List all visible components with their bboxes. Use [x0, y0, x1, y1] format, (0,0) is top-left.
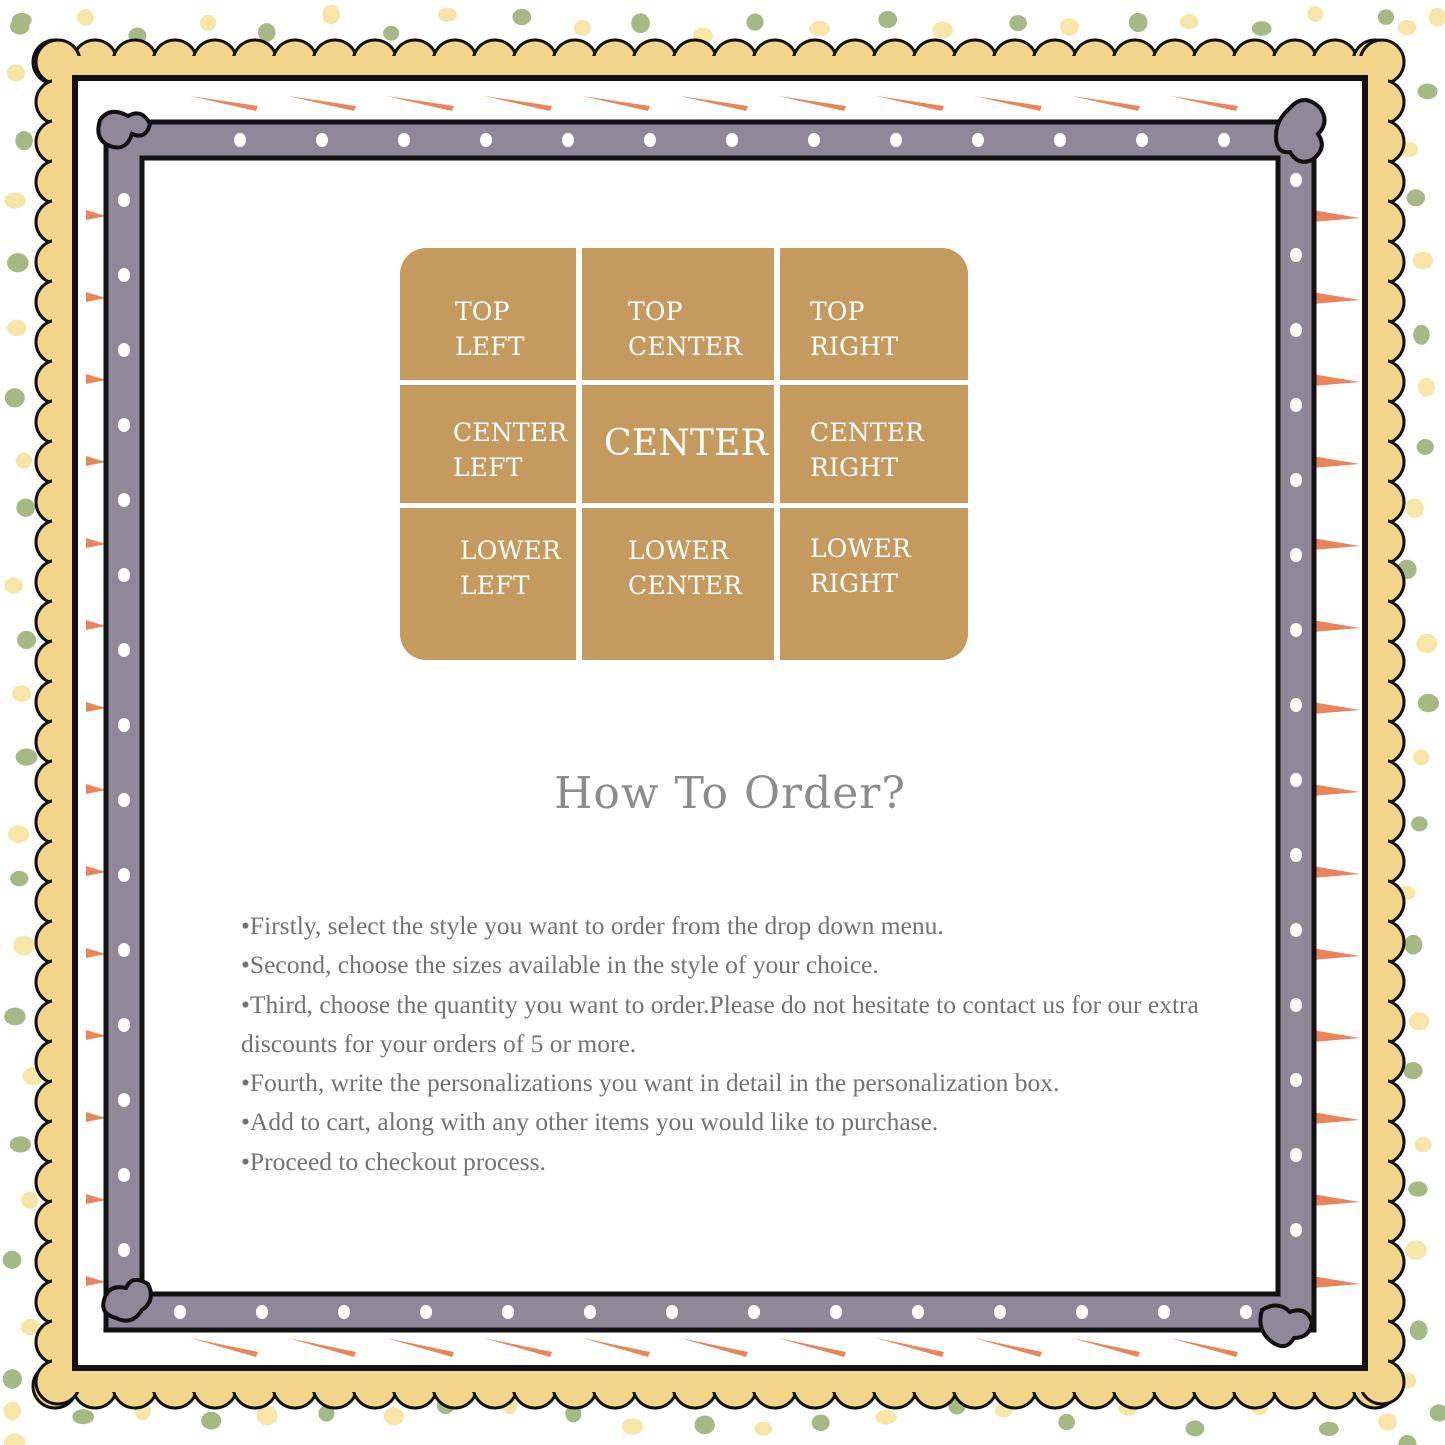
confetti-dot	[1418, 378, 1435, 397]
confetti-dot	[875, 1410, 896, 1425]
confetti-dot	[1060, 18, 1079, 35]
placement-grid	[400, 248, 968, 660]
band-dot	[1240, 1305, 1252, 1319]
band-dot	[1290, 173, 1302, 187]
band-dot	[1290, 1073, 1302, 1087]
confetti-dot	[622, 1418, 643, 1434]
confetti-dot	[1378, 9, 1394, 25]
cell-line: LEFT	[455, 332, 525, 361]
band-dot	[562, 133, 574, 147]
confetti-dot	[809, 21, 830, 36]
confetti-dot	[1417, 439, 1434, 455]
confetti-dot	[12, 13, 32, 27]
confetti-dot	[1429, 8, 1445, 27]
cell-center-right	[810, 415, 924, 485]
order-step: •Proceed to checkout process.	[241, 1146, 546, 1176]
band-dot	[1290, 923, 1302, 937]
cell-lower-center	[628, 533, 742, 603]
cell-line: CENTER	[628, 332, 743, 361]
band-dot	[1054, 133, 1066, 147]
cell-line: CENTER	[810, 418, 925, 447]
confetti-dot	[1430, 1404, 1445, 1421]
confetti-dot	[631, 13, 650, 33]
confetti-dot	[1413, 325, 1430, 345]
band-dot	[1290, 998, 1302, 1012]
confetti-dot	[21, 1192, 38, 1209]
band-dot	[420, 1305, 432, 1319]
band-dot	[118, 1093, 130, 1107]
band-dot	[1290, 848, 1302, 862]
confetti-dot	[694, 1416, 715, 1435]
confetti-dot	[1411, 816, 1428, 831]
band-dot	[1136, 133, 1148, 147]
band-dot	[890, 133, 902, 147]
confetti-dot	[4, 193, 26, 209]
confetti-dot	[384, 1407, 404, 1425]
band-dot	[118, 1243, 130, 1257]
confetti-dot	[200, 15, 216, 31]
confetti-dot	[3, 1402, 21, 1421]
band-dot	[830, 1305, 842, 1319]
confetti-dot	[1398, 1435, 1416, 1445]
confetti-dot	[1409, 1012, 1430, 1030]
order-step: •Add to cart, along with any other items you would like to purchase.	[241, 1107, 939, 1137]
band-dot	[118, 793, 130, 807]
grid-divider	[400, 380, 968, 385]
confetti-dot	[932, 22, 952, 39]
band-dot	[1290, 323, 1302, 337]
confetti-dot	[512, 9, 531, 25]
band-dot	[748, 1305, 760, 1319]
band-dot	[234, 133, 246, 147]
band-dot	[118, 643, 130, 657]
confetti-dot	[1378, 1413, 1397, 1430]
confetti-dot	[1404, 935, 1422, 955]
band-dot	[1290, 398, 1302, 412]
cell-lower-left	[460, 533, 561, 603]
order-step: •Third, choose the quantity you want to order.Please do not hesitate to contact us for our extra discounts for your orders of 5 or more.	[241, 989, 1199, 1058]
confetti-dot	[1413, 252, 1433, 270]
band-dot	[480, 133, 492, 147]
band-dot	[912, 1305, 924, 1319]
confetti-dot	[322, 5, 340, 25]
cell-line: RIGHT	[810, 332, 899, 361]
confetti-dot	[1418, 84, 1438, 100]
band-dot	[1158, 1305, 1170, 1319]
confetti-dot	[1185, 1421, 1204, 1437]
band-dot	[118, 493, 130, 507]
band-dot	[338, 1305, 350, 1319]
cell-line: LEFT	[453, 453, 523, 482]
band-dot	[256, 1305, 268, 1319]
band-dot	[1290, 1148, 1302, 1162]
cell-line: CENTER	[628, 571, 743, 600]
band-dot	[118, 718, 130, 732]
band-dot	[1290, 698, 1302, 712]
confetti-dot	[16, 499, 35, 517]
confetti-dot	[1129, 13, 1148, 32]
confetti-dot	[77, 9, 94, 26]
band-dot	[1290, 623, 1302, 637]
band-dot	[1290, 1223, 1302, 1237]
cell-top-center	[628, 294, 742, 364]
band-dot	[118, 343, 130, 357]
cell-line: TOP	[455, 297, 510, 326]
band-dot	[1076, 1305, 1088, 1319]
confetti-dot	[1408, 1181, 1427, 1196]
order-step: •Fourth, write the personalizations you want in detail in the personalization box.	[241, 1068, 1060, 1098]
band-dot	[174, 1305, 186, 1319]
cell-line: RIGHT	[810, 569, 899, 598]
confetti-dot	[1180, 14, 1199, 29]
grid-divider	[576, 248, 582, 660]
confetti-dot	[17, 631, 36, 649]
band-dot	[118, 1018, 130, 1032]
confetti-dot	[8, 825, 29, 842]
band-dot	[118, 943, 130, 957]
band-dot	[644, 133, 656, 147]
band-dot	[118, 268, 130, 282]
confetti-dot	[5, 388, 25, 407]
cell-lower-right	[810, 531, 911, 601]
band-dot	[994, 1305, 1006, 1319]
confetti-dot	[4, 577, 23, 593]
confetti-dot	[1319, 1422, 1339, 1436]
band-dot	[118, 418, 130, 432]
confetti-dot	[201, 1412, 221, 1430]
confetti-dot	[1009, 15, 1027, 31]
confetti-dot	[1405, 1240, 1427, 1259]
confetti-dot	[15, 131, 32, 150]
confetti-dot	[7, 253, 29, 272]
grid-divider	[400, 503, 968, 508]
confetti-dot	[7, 64, 26, 81]
band-dot	[502, 1305, 514, 1319]
cell-top-left	[455, 294, 525, 364]
band-dot	[1290, 773, 1302, 787]
cell-line: TOP	[810, 297, 865, 326]
confetti-dot	[12, 685, 31, 702]
confetti-dot	[383, 26, 399, 41]
cell-line: LEFT	[460, 571, 530, 600]
confetti-dot	[438, 8, 457, 22]
order-step: •Second, choose the sizes available in the style of your choice.	[241, 950, 879, 980]
confetti-dot	[16, 749, 38, 766]
band-dot	[584, 1305, 596, 1319]
confetti-dot	[574, 20, 591, 36]
confetti-dot	[812, 1415, 830, 1432]
cell-line: LOWER	[628, 536, 729, 565]
confetti-dot	[746, 14, 763, 31]
confetti-dot	[1058, 1414, 1075, 1430]
band-dot	[1218, 133, 1230, 147]
confetti-dot	[1414, 1137, 1431, 1152]
confetti-dot	[4, 1008, 26, 1026]
band-dot	[316, 133, 328, 147]
confetti-dot	[1406, 498, 1424, 518]
confetti-dot	[10, 871, 28, 886]
cell-center	[604, 424, 768, 464]
band-dot	[972, 133, 984, 147]
confetti-dot	[1252, 21, 1272, 36]
order-step: •Firstly, select the style you want to order from the drop down menu.	[241, 911, 944, 940]
band-dot	[808, 133, 820, 147]
grid-divider	[774, 248, 780, 660]
confetti-dot	[1397, 20, 1416, 35]
cell-line: LOWER	[460, 536, 561, 565]
cell-line: TOP	[628, 297, 683, 326]
confetti-dot	[1410, 1320, 1428, 1340]
confetti-dot	[1416, 634, 1437, 653]
confetti-dot	[1418, 694, 1439, 712]
confetti-dot	[3, 1369, 22, 1389]
band-dot	[726, 133, 738, 147]
confetti-dot	[4, 1434, 25, 1445]
confetti-dot	[754, 1422, 772, 1436]
page-title: How To Order?	[554, 768, 906, 819]
band-dot	[1290, 548, 1302, 562]
confetti-dot	[16, 453, 32, 469]
confetti-dot	[13, 936, 34, 956]
order-steps	[241, 906, 1276, 1181]
cell-line: LOWER	[810, 534, 911, 563]
cell-line: CENTER	[604, 423, 768, 464]
band-dot	[118, 1168, 130, 1182]
confetti-dot	[1403, 1062, 1422, 1079]
band-dot	[1290, 248, 1302, 262]
cell-line: CENTER	[453, 418, 568, 447]
band-dot	[118, 868, 130, 882]
band-dot	[398, 133, 410, 147]
confetti-dot	[7, 320, 27, 337]
band-dot	[1290, 473, 1302, 487]
band-dot	[666, 1305, 678, 1319]
confetti-dot	[10, 1136, 31, 1152]
cell-top-right	[810, 294, 898, 364]
band-dot	[118, 568, 130, 582]
confetti-dot	[258, 23, 276, 42]
confetti-dot	[1413, 749, 1429, 765]
confetti-dot	[1406, 189, 1425, 206]
confetti-dot	[878, 11, 897, 28]
confetti-dot	[72, 1409, 94, 1424]
confetti-dot	[3, 1251, 22, 1269]
band-dot	[118, 193, 130, 207]
confetti-dot	[1307, 6, 1323, 22]
cell-center-left	[453, 415, 567, 485]
cell-line: RIGHT	[810, 453, 899, 482]
